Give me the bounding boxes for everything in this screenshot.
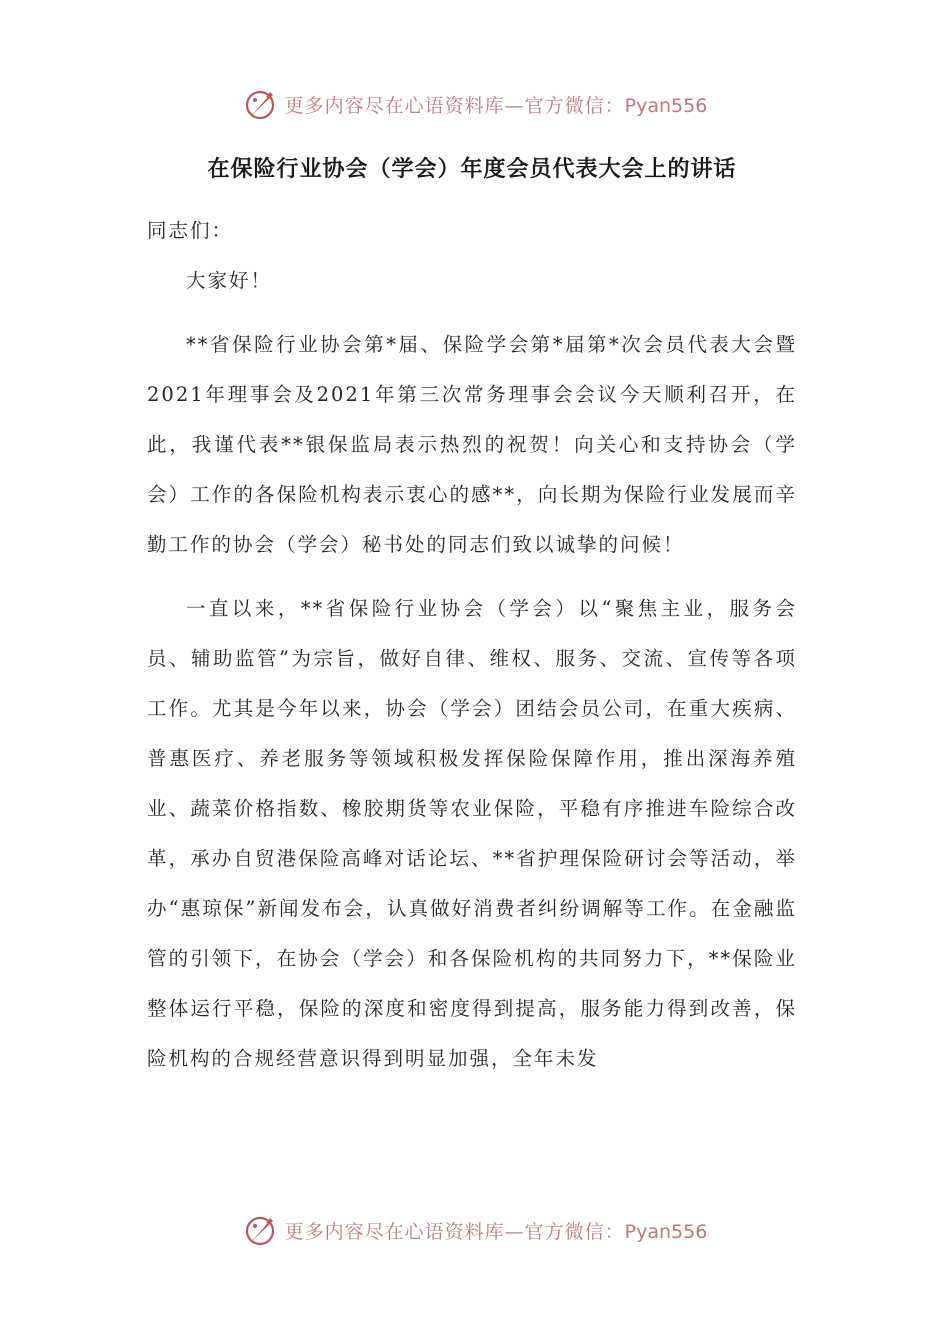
paragraph-achievements: 一直以来，**省保险行业协会（学会）以“聚焦主业，服务会员、辅助监管”为宗旨，做好自律、维权、服务、交流、宣传等各项工作。尤其是今年以来，协会（学会）团结会员公司，在重大疾病、普惠医疗、养老服务等领域积极发挥保险保障作用，推出深海养殖业、蔬菜价格指数、橡胶期货等农业保险，平稳有序推进车险综合改革，承办自贸港保险高峰对话论坛、**省护理保险研讨会等活动，举办“惠琼保”新闻发布会，认真做好消费者纠纷调解等工作。在金融监管的引领下，在协会（学会）和各保险机构的共同努力下，**保险业整体运行平稳，保险的深度和密度得到提高，服务能力得到改善，保险机构的合规经营意识得到明显加强，全年未发 <box>147 597 797 1070</box>
quill-pen-circle-icon <box>243 86 279 122</box>
document-body <box>147 150 797 1084</box>
quill-pen-circle-icon <box>243 1212 279 1248</box>
paragraph-opening: **省保险行业协会第*届、保险学会第*届第*次会员代表大会暨2021年理事会及2021年第三次常务理事会会议今天顺利召开，在此，我谨代表**银保监局表示热烈的祝贺！向关心和支持协会（学会）工作的各保险机构表示衷心的感**，向长期为保险行业发展而辛勤工作的协会（学会）秘书处的同志们致以诚挚的问候！ <box>147 333 797 556</box>
paragraph-greeting: 大家好！ <box>186 269 273 292</box>
watermark-text: 更多内容尽在心语资料库—官方微信：Pyan556 <box>284 1220 708 1243</box>
document-title: 在保险行业协会（学会）年度会员代表大会上的讲话 <box>207 157 737 182</box>
watermark-text: 更多内容尽在心语资料库—官方微信：Pyan556 <box>284 94 708 117</box>
watermark-header <box>0 86 950 122</box>
salutation: 同志们： <box>147 219 234 242</box>
watermark-footer <box>0 1212 950 1248</box>
